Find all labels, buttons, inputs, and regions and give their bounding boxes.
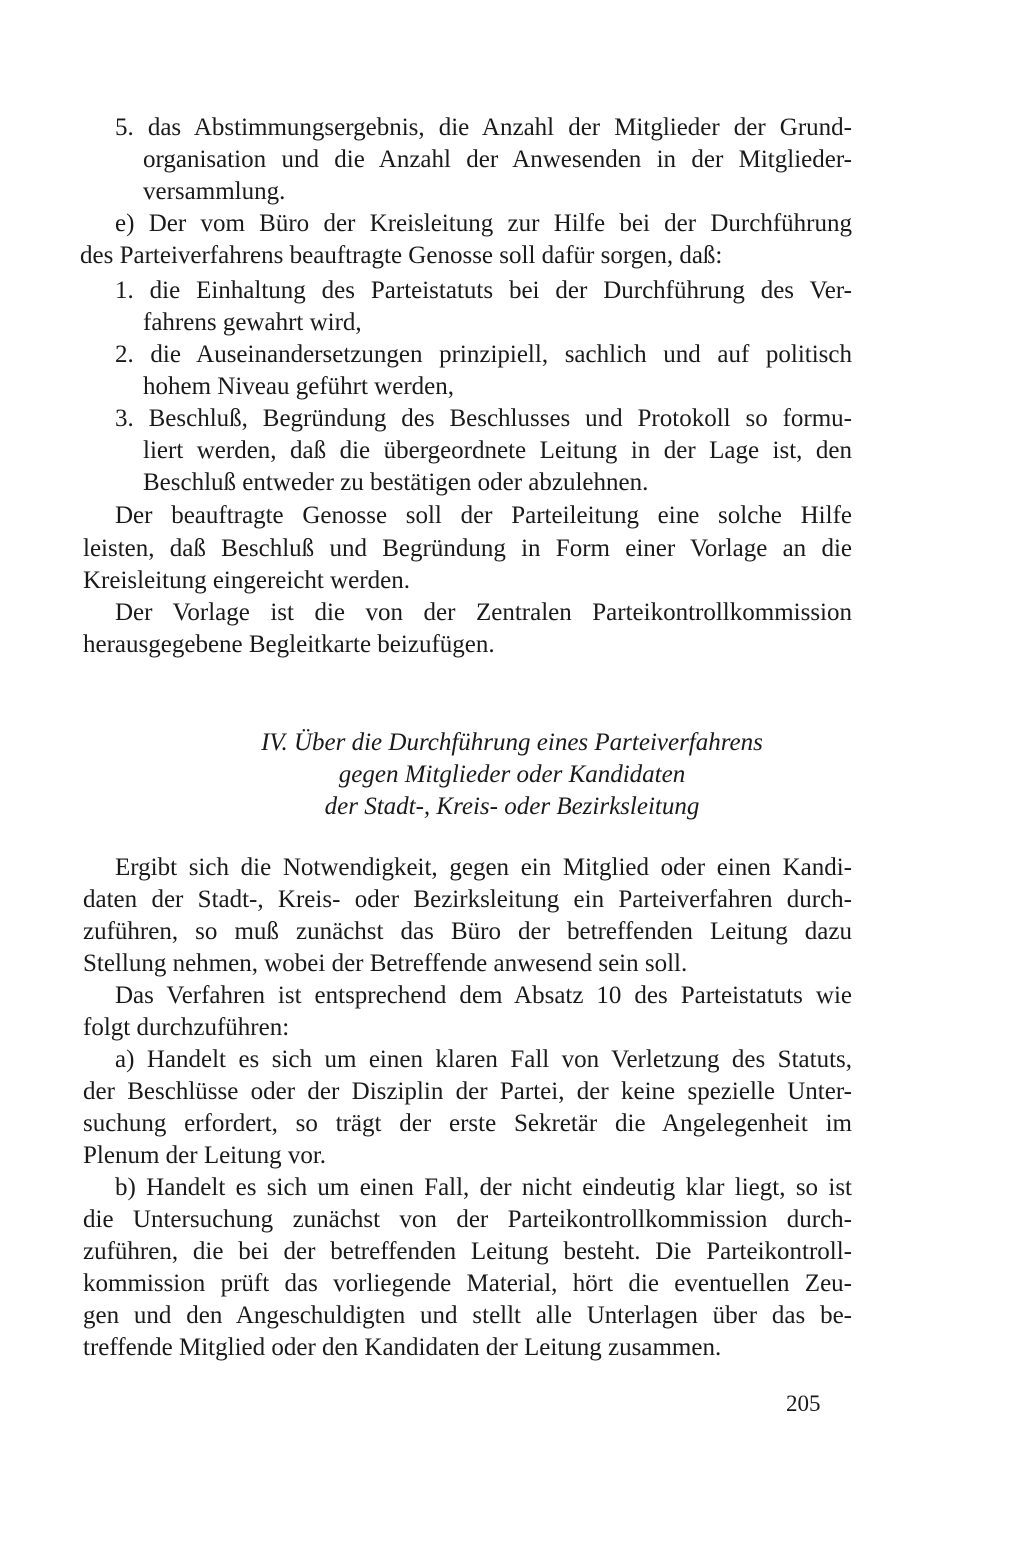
text-line: 1. die Einhaltung des Parteistatuts bei der Durchführung des Ver- (115, 277, 852, 304)
text-line: Der beauftragte Genosse soll der Parteileitung eine solche Hilfe (115, 502, 852, 529)
page-number: 205 (786, 1391, 821, 1416)
text-line: Kreisleitung eingereicht werden. (83, 567, 410, 594)
text-line: folgt durchzuführen: (83, 1014, 290, 1041)
text-line: leisten, daß Beschluß und Begründung in Form einer Vorlage an die (83, 535, 852, 562)
text-line: e) Der vom Büro der Kreisleitung zur Hilfe bei der Durchführung (115, 210, 852, 237)
text-line: Ergibt sich die Notwendigkeit, gegen ein Mitglied oder einen Kandi- (115, 854, 852, 881)
text-line: Beschluß entweder zu bestätigen oder abzulehnen. (143, 469, 649, 496)
text-line: suchung erfordert, so trägt der erste Sekretär die Angelegenheit im (83, 1110, 852, 1137)
section-heading-line-3: der Stadt-, Kreis- oder Bezirksleitung (324, 793, 700, 820)
text-line: hohem Niveau geführt werden, (143, 373, 454, 400)
section-heading-line-1: IV. Über die Durchführung eines Parteiverfahrens (261, 729, 763, 756)
text-line: kommission prüft das vorliegende Material, hört die eventuellen Zeu- (83, 1270, 852, 1297)
text-line: zuführen, die bei der betreffenden Leitung besteht. Die Parteikontroll- (83, 1238, 852, 1265)
text-line: daten der Stadt-, Kreis- oder Bezirksleitung ein Parteiverfahren durch- (83, 886, 852, 913)
text-line: 3. Beschluß, Begründung des Beschlusses und Protokoll so formu- (115, 405, 852, 432)
text-line: Plenum der Leitung vor. (83, 1142, 327, 1169)
section-heading-line-2: gegen Mitglieder oder Kandidaten (338, 761, 686, 788)
text-line: zuführen, so muß zunächst das Büro der betreffenden Leitung dazu (83, 918, 852, 945)
text-line: 5. das Abstimmungsergebnis, die Anzahl der Mitglieder der Grund- (115, 114, 852, 141)
text-line: organisation und die Anzahl der Anwesenden in der Mitglieder- (143, 146, 852, 173)
text-line: b) Handelt es sich um einen Fall, der nicht eindeutig klar liegt, so ist (115, 1174, 852, 1201)
text-line: 2. die Auseinandersetzungen prinzipiell, sachlich und auf politisch (115, 341, 852, 368)
text-line: gen und den Angeschuldigten und stellt alle Unterlagen über das be- (83, 1302, 852, 1329)
text-line: fahrens gewahrt wird, (143, 309, 362, 336)
text-line: des Parteiverfahrens beauftragte Genosse soll dafür sorgen, daß: (80, 242, 723, 269)
text-line: versammlung. (143, 178, 286, 205)
text-line: a) Handelt es sich um einen klaren Fall von Verletzung des Statuts, (115, 1046, 852, 1073)
text-line: herausgegebene Begleitkarte beizufügen. (83, 631, 495, 658)
text-line: treffende Mitglied oder den Kandidaten der Leitung zusammen. (83, 1334, 722, 1361)
text-line: die Untersuchung zunächst von der Parteikontrollkommission durch- (83, 1206, 852, 1233)
text-line: Stellung nehmen, wobei der Betreffende anwesend sein soll. (83, 950, 688, 977)
text-line: Das Verfahren ist entsprechend dem Absatz 10 des Parteistatuts wie (115, 982, 852, 1009)
text-line: liert werden, daß die übergeordnete Leitung in der Lage ist, den (143, 437, 852, 464)
text-line: Der Vorlage ist die von der Zentralen Parteikontrollkommission (115, 599, 852, 626)
text-line: der Beschlüsse oder der Disziplin der Partei, der keine spezielle Unter- (83, 1078, 852, 1105)
